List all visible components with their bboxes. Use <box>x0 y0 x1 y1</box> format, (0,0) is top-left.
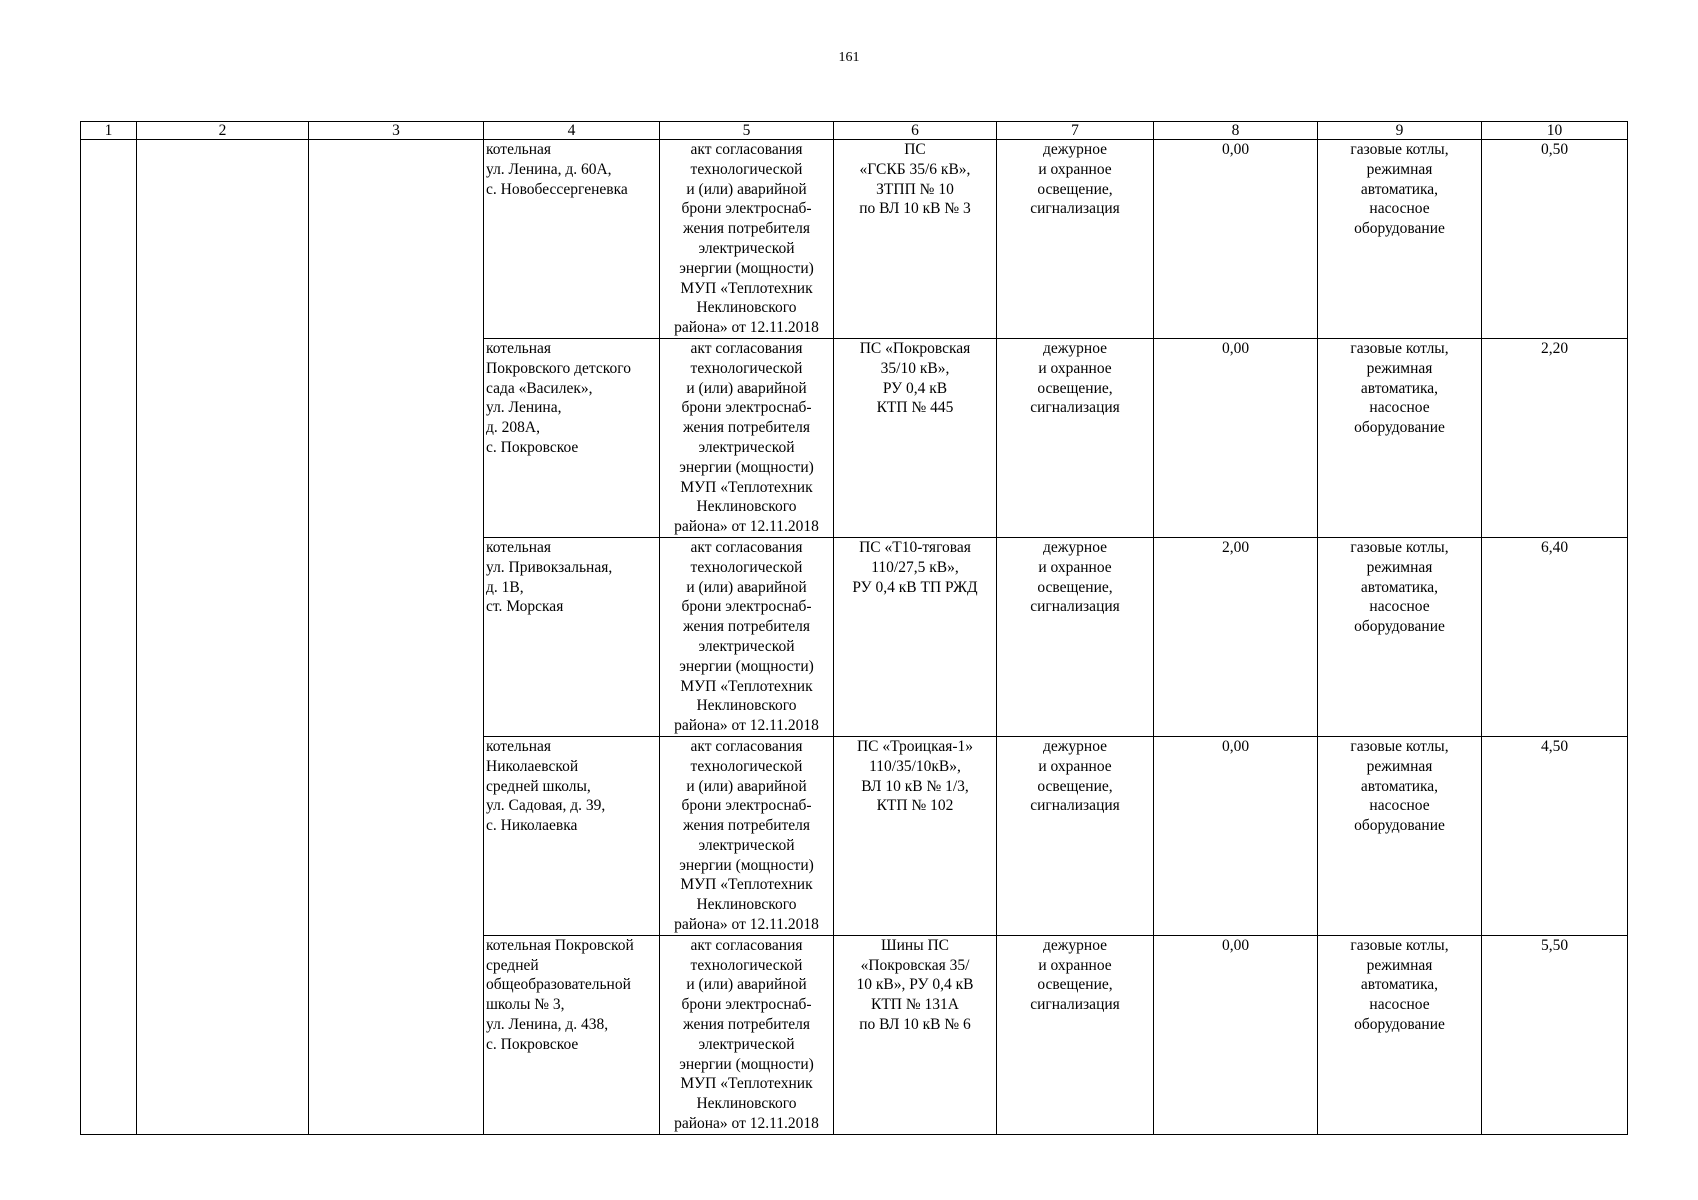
value-10-cell: 5,50 <box>1482 935 1628 1134</box>
object-cell: котельная ул. Привокзальная, д. 1В, ст. Морская <box>484 537 660 736</box>
equipment-cell: газовые котлы, режимная автоматика, насосное оборудование <box>1318 338 1482 537</box>
equipment-cell: газовые котлы, режимная автоматика, насосное оборудование <box>1318 537 1482 736</box>
column-1-merged-cell <box>81 140 137 1135</box>
page-number: 161 <box>838 50 860 65</box>
load-type-cell: дежурное и охранное освещение, сигнализация <box>997 736 1154 935</box>
column-header-1: 1 <box>81 122 137 140</box>
column-header-6: 6 <box>834 122 997 140</box>
load-type-cell: дежурное и охранное освещение, сигнализация <box>997 935 1154 1134</box>
supply-cell: Шины ПС «Покровская 35/ 10 кВ», РУ 0,4 кВ КТП № 131А по ВЛ 10 кВ № 6 <box>834 935 997 1134</box>
column-3-merged-cell <box>309 140 484 1135</box>
document-cell: акт согласования технологической и (или) аварийной брони электроснаб- жения потребителя электрической энергии (мощности) МУП «Теплотехник Неклиновского района» от 12.11.2018 <box>660 736 834 935</box>
object-cell: котельная Покровской средней общеобразовательной школы № 3, ул. Ленина, д. 438, с. Покровское <box>484 935 660 1134</box>
document-cell: акт согласования технологической и (или) аварийной брони электроснаб- жения потребителя электрической энергии (мощности) МУП «Теплотехник Неклиновского района» от 12.11.2018 <box>660 140 834 339</box>
supply-cell: ПС «Т10-тяговая 110/27,5 кВ», РУ 0,4 кВ ТП РЖД <box>834 537 997 736</box>
value-8-cell: 0,00 <box>1154 935 1318 1134</box>
column-number-row <box>81 122 1628 140</box>
column-header-9: 9 <box>1318 122 1482 140</box>
value-8-cell: 0,00 <box>1154 338 1318 537</box>
column-header-4: 4 <box>484 122 660 140</box>
load-type-cell: дежурное и охранное освещение, сигнализация <box>997 140 1154 339</box>
object-cell: котельная Покровского детского сада «Василек», ул. Ленина, д. 208А, с. Покровское <box>484 338 660 537</box>
column-2-merged-cell <box>137 140 309 1135</box>
column-header-3: 3 <box>309 122 484 140</box>
load-type-cell: дежурное и охранное освещение, сигнализация <box>997 537 1154 736</box>
column-header-8: 8 <box>1154 122 1318 140</box>
object-cell: котельная ул. Ленина, д. 60А, с. Новобессергеневка <box>484 140 660 339</box>
value-10-cell: 2,20 <box>1482 338 1628 537</box>
column-header-5: 5 <box>660 122 834 140</box>
column-header-2: 2 <box>137 122 309 140</box>
object-cell: котельная Николаевской средней школы, ул. Садовая, д. 39, с. Николаевка <box>484 736 660 935</box>
column-header-7: 7 <box>997 122 1154 140</box>
equipment-cell: газовые котлы, режимная автоматика, насосное оборудование <box>1318 736 1482 935</box>
supply-cell: ПС «Покровская 35/10 кВ», РУ 0,4 кВ КТП № 445 <box>834 338 997 537</box>
value-10-cell: 4,50 <box>1482 736 1628 935</box>
value-10-cell: 6,40 <box>1482 537 1628 736</box>
document-cell: акт согласования технологической и (или) аварийной брони электроснаб- жения потребителя электрической энергии (мощности) МУП «Теплотехник Неклиновского района» от 12.11.2018 <box>660 537 834 736</box>
equipment-cell: газовые котлы, режимная автоматика, насосное оборудование <box>1318 935 1482 1134</box>
equipment-cell: газовые котлы, режимная автоматика, насосное оборудование <box>1318 140 1482 339</box>
value-10-cell: 0,50 <box>1482 140 1628 339</box>
document-cell: акт согласования технологической и (или) аварийной брони электроснаб- жения потребителя электрической энергии (мощности) МУП «Теплотехник Неклиновского района» от 12.11.2018 <box>660 338 834 537</box>
data-table <box>80 121 1628 1135</box>
value-8-cell: 0,00 <box>1154 736 1318 935</box>
load-type-cell: дежурное и охранное освещение, сигнализация <box>997 338 1154 537</box>
document-cell: акт согласования технологической и (или) аварийной брони электроснаб- жения потребителя электрической энергии (мощности) МУП «Теплотехник Неклиновского района» от 12.11.2018 <box>660 935 834 1134</box>
table-row <box>81 140 1628 339</box>
value-8-cell: 0,00 <box>1154 140 1318 339</box>
value-8-cell: 2,00 <box>1154 537 1318 736</box>
supply-cell: ПС «Троицкая-1» 110/35/10кВ», ВЛ 10 кВ № 1/3, КТП № 102 <box>834 736 997 935</box>
column-header-10: 10 <box>1482 122 1628 140</box>
supply-cell: ПС «ГСКБ 35/6 кВ», ЗТПП № 10 по ВЛ 10 кВ № 3 <box>834 140 997 339</box>
